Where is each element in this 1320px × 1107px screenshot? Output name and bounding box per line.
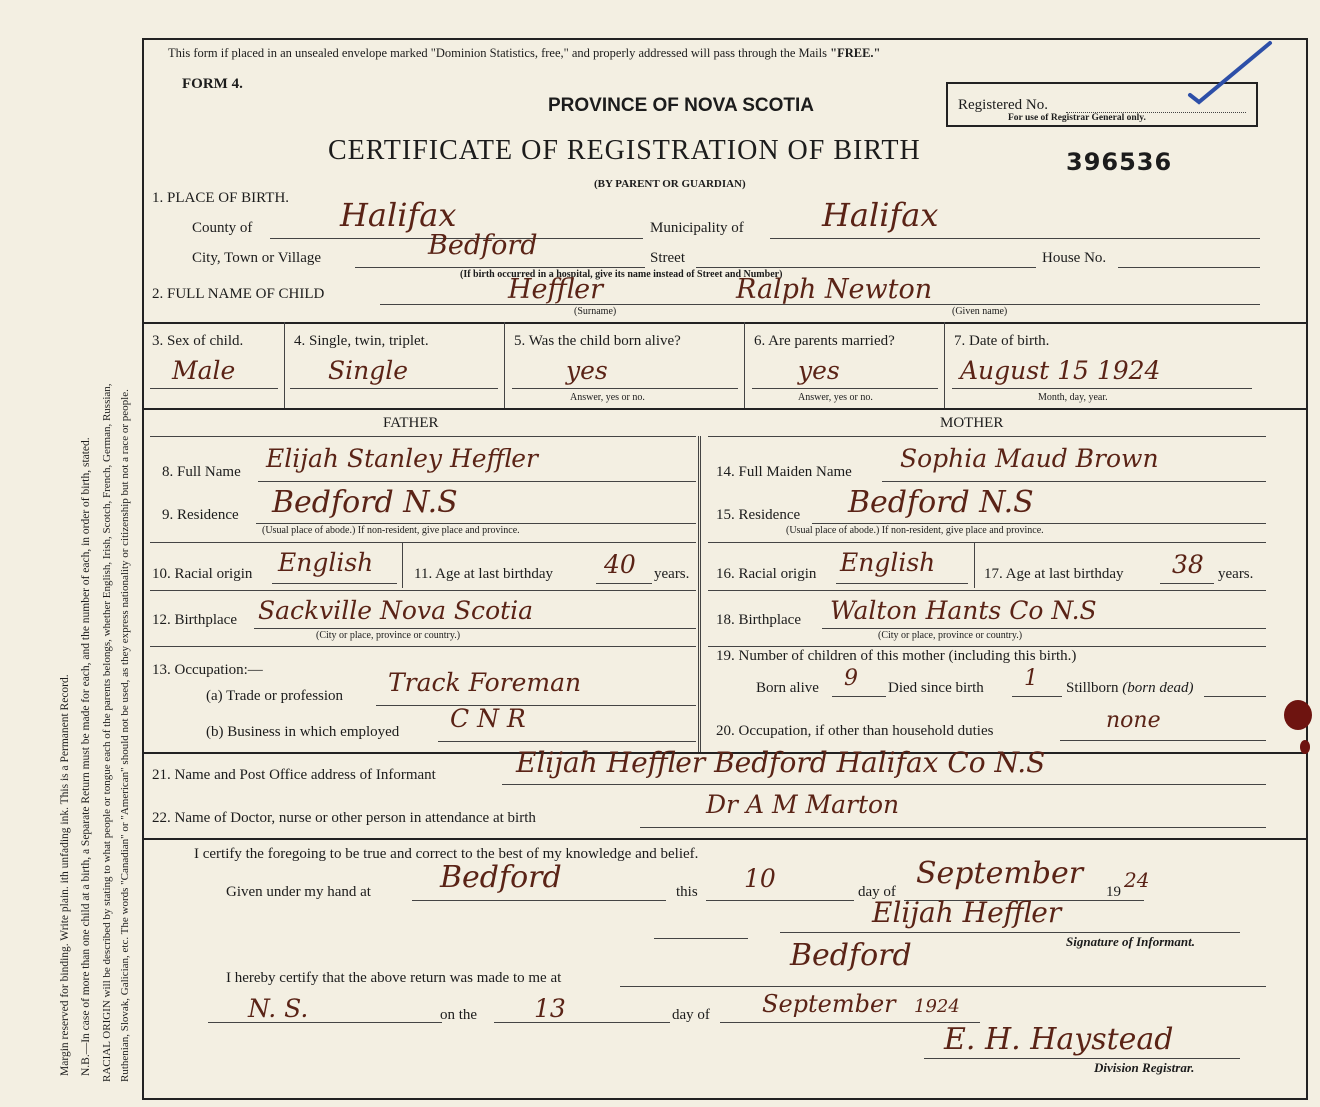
signature-caption: Signature of Informant. [1066, 934, 1195, 949]
father-birthplace-label: 12. Birthplace [152, 612, 237, 628]
father-years-label: years. [654, 566, 690, 582]
surname-caption: (Surname) [574, 306, 617, 317]
mother-name-label: 14. Full Maiden Name [716, 464, 852, 480]
margin-note-3: RACIAL ORIGIN will be described by stating to what people or tongue each of the parents belongs, whether English, Irish, Scotch, French, German, Russian, [101, 383, 113, 1082]
father-trade-label: (a) Trade or profession [206, 688, 344, 704]
father-racial-value: English [278, 548, 374, 577]
given-name-caption: (Given name) [952, 306, 1008, 317]
mother-racial-value: English [840, 548, 936, 577]
mother-occupation-label: 20. Occupation, if other than household duties [716, 723, 994, 739]
mother-died-label: Died since birth [888, 680, 984, 696]
municipality-label: Municipality of [650, 220, 744, 236]
married-caption: Answer, yes or no. [798, 392, 873, 403]
father-business-value: C N R [450, 704, 526, 733]
mother-years-label: years. [1218, 566, 1254, 582]
certificate-title: CERTIFICATE OF REGISTRATION OF BIRTH [328, 135, 921, 166]
sex-label: 3. Sex of child. [152, 333, 244, 349]
informant-signature: Elijah Heffler [872, 896, 1062, 929]
father-heading: FATHER [383, 415, 439, 431]
municipality-value: Halifax [822, 196, 939, 234]
mother-children-label: 19. Number of children of this mother (including this birth.) [716, 648, 1077, 664]
place-of-birth-label: 1. PLACE OF BIRTH. [152, 190, 290, 206]
mother-age-value: 38 [1172, 550, 1204, 579]
child-surname: Heffler [508, 274, 604, 305]
dob-value: August 15 1924 [960, 356, 1161, 385]
margin-note-1: Margin reserved for binding. Write plain. ith unfading ink. This is a Permanent Record. [59, 674, 71, 1076]
father-age-label: 11. Age at last birthday [414, 566, 553, 582]
county-value: Halifax [340, 196, 457, 234]
father-residence-caption: (Usual place of abode.) If non-resident, give place and province. [262, 525, 520, 536]
this-label: this [676, 884, 698, 900]
mother-racial-label: 16. Racial origin [716, 566, 817, 582]
father-occupation-label: 13. Occupation:— [152, 662, 263, 678]
father-residence-label: 9. Residence [162, 507, 239, 523]
father-trade-value: Track Foreman [388, 668, 582, 697]
registrar-caption: Division Registrar. [1094, 1060, 1195, 1075]
father-name-value: Elijah Stanley Heffler [266, 444, 538, 473]
registrar-day-of-label: day of [672, 1007, 710, 1023]
blue-checkmark-icon [1185, 40, 1275, 110]
father-racial-label: 10. Racial origin [152, 566, 253, 582]
registrar-year-value: 1924 [914, 996, 960, 1017]
mother-birthplace-value: Walton Hants Co N.S [830, 596, 1097, 625]
mail-note [168, 46, 880, 61]
mother-born-alive-value: 9 [844, 666, 858, 691]
father-age-value: 40 [604, 550, 636, 579]
mother-occupation-value: none [1106, 708, 1161, 733]
mother-born-alive-label: Born alive [756, 680, 819, 696]
margin-note-2: N.B.—In case of more than one child at a birth, a Separate Return must be made for each, and the number of each, in order of birth, stated. [80, 437, 92, 1076]
hospital-note: (If birth occurred in a hospital, give its name instead of Street and Number) [460, 269, 783, 280]
registrar-note: For use of Registrar General only. [1008, 113, 1146, 123]
registrar-day-value: 13 [534, 994, 566, 1023]
mother-residence-value: Bedford N.S [848, 485, 1034, 520]
mother-died-value: 1 [1024, 666, 1038, 691]
registrar-statement: I hereby certify that the above return was made to me at [226, 970, 562, 986]
province-heading: PROVINCE OF NOVA SCOTIA [548, 95, 815, 116]
ink-stain [1300, 740, 1310, 754]
sex-value: Male [172, 356, 236, 385]
certification-statement: I certify the foregoing to be true and correct to the best of my knowledge and belief. [194, 846, 699, 862]
doctor-value: Dr A M Marton [706, 790, 900, 819]
county-label: County of [192, 220, 253, 236]
mother-heading: MOTHER [940, 415, 1004, 431]
mail-note-text: This form if placed in an unsealed envelope marked "Dominion Statistics, free," and properly addressed will pass through the Mails [168, 46, 831, 60]
registrar-signature: E. H. Haystead [944, 1022, 1174, 1057]
dob-caption: Month, day, year. [1038, 392, 1108, 403]
child-given-name: Ralph Newton [736, 274, 933, 305]
informant-label: 21. Name and Post Office address of Informant [152, 767, 436, 783]
mother-name-value: Sophia Maud Brown [900, 444, 1159, 473]
mother-stillborn-label [1066, 680, 1194, 697]
father-residence-value: Bedford N.S [272, 485, 458, 520]
father-name-label: 8. Full Name [162, 464, 241, 480]
born-alive-caption: Answer, yes or no. [570, 392, 645, 403]
plurality-label: 4. Single, twin, triplet. [294, 333, 429, 349]
mother-residence-label: 15. Residence [716, 507, 801, 523]
plurality-value: Single [328, 356, 409, 385]
form-number: FORM 4. [182, 76, 243, 92]
registrar-place-value: Bedford [790, 938, 912, 973]
street-label: Street [650, 250, 685, 266]
dob-label: 7. Date of birth. [954, 333, 1050, 349]
city-label: City, Town or Village [192, 250, 322, 266]
stillborn-text: Stillborn [1066, 680, 1119, 696]
year-prefix: 19 [1106, 884, 1121, 900]
stillborn-note: (born dead) [1122, 680, 1194, 696]
margin-note-4: Ruthenian, Slovak, Galician, etc. The words "Canadian" or "American" should not be used, as they express nationality or citizenship but not a race or people. [119, 389, 131, 1082]
day-of-label: day of [858, 884, 896, 900]
mother-residence-caption: (Usual place of abode.) If non-resident, give place and province. [786, 525, 1044, 536]
father-business-label: (b) Business in which employed [206, 724, 400, 740]
child-name-label: 2. FULL NAME OF CHILD [152, 286, 325, 302]
mail-note-free: "FREE." [830, 46, 881, 60]
born-alive-value: yes [566, 356, 608, 385]
on-the-label: on the [440, 1007, 478, 1023]
given-under-label: Given under my hand at [226, 884, 371, 900]
father-birthplace-caption: (City or place, province or country.) [316, 630, 461, 641]
year-suffix: 24 [1124, 868, 1150, 892]
mother-age-label: 17. Age at last birthday [984, 566, 1124, 582]
registered-number: 396536 [1066, 148, 1173, 176]
mother-birthplace-caption: (City or place, province or country.) [878, 630, 1023, 641]
informant-value: Elijah Heffler Bedford Halifax Co N.S [516, 746, 1046, 779]
doctor-label: 22. Name of Doctor, nurse or other person in attendance at birth [152, 810, 536, 826]
registrar-province-value: N. S. [248, 994, 309, 1023]
given-place-value: Bedford [440, 860, 562, 895]
registrar-month-value: September [762, 990, 896, 1018]
certificate-subtitle: (BY PARENT OR GUARDIAN) [594, 178, 746, 190]
father-birthplace-value: Sackville Nova Scotia [258, 596, 534, 625]
city-value: Bedford [428, 230, 538, 261]
ink-stain [1284, 700, 1312, 730]
house-number-label: House No. [1042, 250, 1107, 266]
given-month-value: September [916, 856, 1084, 891]
mother-birthplace-label: 18. Birthplace [716, 612, 801, 628]
given-day-value: 10 [744, 864, 776, 893]
married-value: yes [798, 356, 840, 385]
married-label: 6. Are parents married? [754, 333, 895, 349]
born-alive-label: 5. Was the child born alive? [514, 333, 681, 349]
registered-label: Registered No. [958, 97, 1048, 113]
